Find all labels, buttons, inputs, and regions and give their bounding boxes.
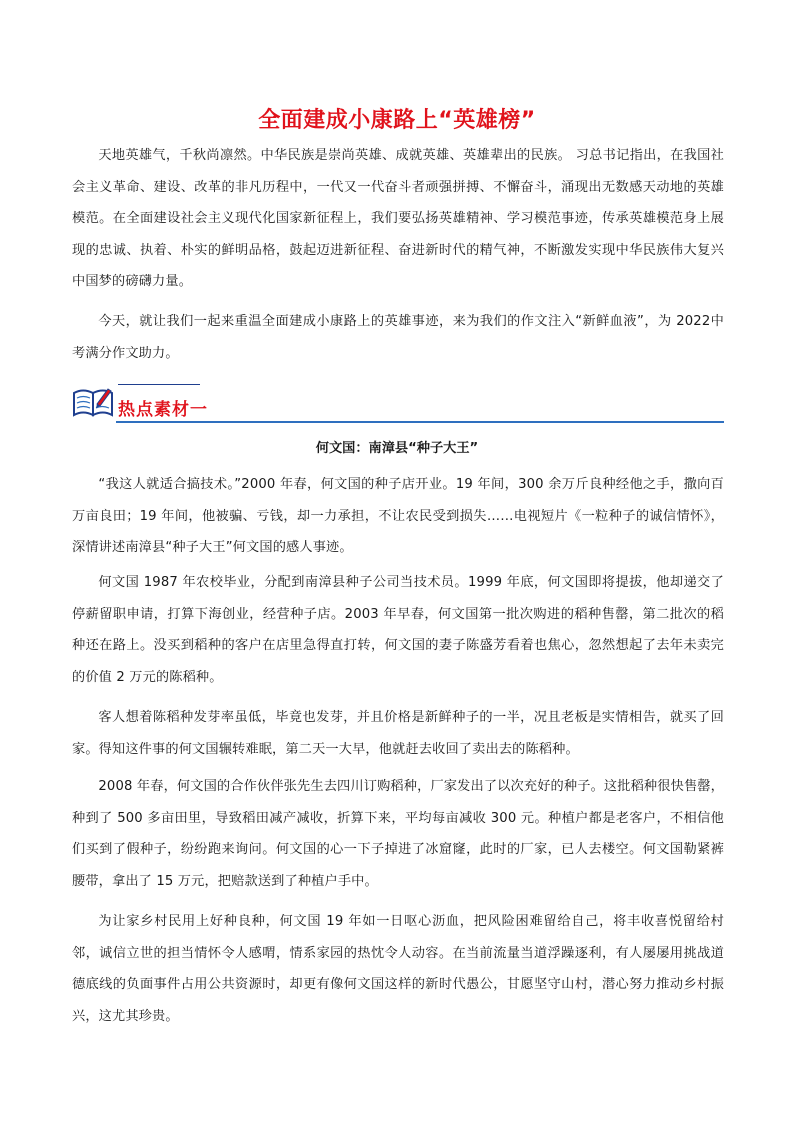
- story-paragraph: 何文国 1987 年农校毕业，分配到南漳县种子公司当技术员。1999 年底，何文国即将提拔，他却递交了停薪留职申请，打算下海创业，经营种子店。2003 年早春，何文国第一批次购进的稻种售罄，第二批次的稻种还在路上。没买到稻种的客户在店里急得直打转，何文国的妻子陈盛芳看着也焦心，忽然想起了去年未卖完的价值 2 万元的陈稻种。: [72, 575, 724, 685]
- open-book-pen-icon: [72, 384, 114, 418]
- intro-paragraph: 今天，就让我们一起来重温全面建成小康路上的英雄事迹，来为我们的作文注入“新鲜血液”，为 2022中考满分作文助力。: [72, 314, 724, 361]
- section-header: [72, 380, 724, 426]
- intro-paragraph: 天地英雄气，千秋尚凛然。中华民族是崇尚英雄、成就英雄、英雄辈出的民族。 习总书记指出，在我国社会主义革命、建设、改革的非凡历程中，一代又一代奋斗者顽强拼搏、不懈奋斗，涌现出无数感天动地的英雄模范。在全面建设社会主义现代化国家新征程上，我们要弘扬英雄精神、学习模范事迹，传承英雄模范身上展现的忠诚、执着、朴实的鲜明品格，鼓起迈进新征程、奋进新时代的精气神，不断激发实现中华民族伟大复兴中国梦的磅礴力量。: [72, 148, 724, 289]
- story-title: 何文国：南漳县“种子大王”: [315, 441, 479, 456]
- story-paragraph: 客人想着陈稻种发芽率虽低，毕竟也发芽，并且价格是新鲜种子的一半，况且老板是实情相告，就买了回家。得知这件事的何文国辗转难眠，第二天一大早，他就赶去收回了卖出去的陈稻种。: [72, 710, 724, 757]
- story-paragraph: 2008 年春，何文国的合作伙伴张先生去四川订购稻种，厂家发出了以次充好的种子。这批稻种很快售罄，种到了 500 多亩田里，导致稻田减产减收，折算下来，平均每亩减收 300 元。种植户都是老客户，不相信他们买到了假种子，纷纷跑来询问。何文国的心一下子掉进了冰窟窿，此时的厂家，已人去楼空。何文国勒紧裤腰带，拿出了 15 万元，把赔款送到了种植户手中。: [72, 779, 724, 889]
- section-underline: [116, 421, 724, 423]
- story-paragraph: “我这人就适合搞技术。”2000 年春，何文国的种子店开业。19 年间，300 余万斤良种经他之手，撒向百万亩良田；19 年间，他被骗、亏钱，却一力承担，不让农民受到损失……电视短片《一粒种子的诚信情怀》，深情讲述南漳县“种子大王”何文国的感人事迹。: [72, 477, 724, 555]
- section-top-rule: [118, 384, 200, 385]
- section-title: 热点素材一: [118, 400, 208, 420]
- document-title: 全面建成小康路上“英雄榜”: [258, 108, 536, 133]
- story-paragraph: 为让家乡村民用上好种良种，何文国 19 年如一日呕心沥血，把风险困难留给自己，将丰收喜悦留给村邻，诚信立世的担当情怀令人感喟，情系家园的热忱令人动容。在当前流量当道浮躁逐利，有人屡屡用挑战道德底线的负面事件占用公共资源时，却更有像何文国这样的新时代愚公，甘愿坚守山村，潜心努力推动乡村振兴，这尤其珍贵。: [72, 914, 724, 1024]
